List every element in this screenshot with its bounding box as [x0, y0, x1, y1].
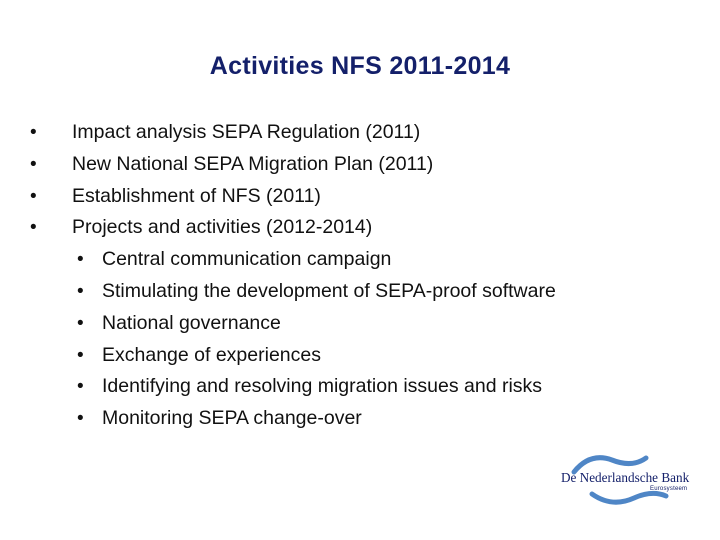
- bullet-marker: •: [30, 153, 37, 175]
- bullet-marker: •: [77, 312, 84, 334]
- bullet-text: Establishment of NFS (2011): [72, 184, 321, 207]
- bullet-text: Projects and activities (2012-2014): [72, 216, 373, 239]
- bullet-marker: •: [77, 408, 84, 430]
- bullet-marker: •: [30, 185, 37, 207]
- bullet-marker: •: [30, 217, 37, 239]
- bullet-text: Central communication campaign: [102, 248, 392, 271]
- bullet-text: Monitoring SEPA change-over: [102, 407, 362, 430]
- slide-title: Activities NFS 2011-2014: [209, 52, 511, 80]
- bullet-text: Exchange of experiences: [102, 343, 321, 366]
- bullet-text: Stimulating the development of SEPA-proof software: [102, 279, 556, 302]
- bullet-marker: •: [77, 344, 84, 366]
- bullet-marker: •: [77, 249, 84, 271]
- bullet-marker: •: [30, 122, 37, 143]
- bullet-marker: •: [77, 376, 84, 398]
- bullet-marker: •: [77, 280, 84, 302]
- logo-tagline: Eurosysteem: [650, 486, 688, 492]
- dnb-logo: [552, 452, 690, 506]
- bullet-text: New National SEPA Migration Plan (2011): [72, 152, 434, 175]
- bullet-text: National governance: [102, 311, 281, 334]
- bullet-text: Identifying and resolving migration issues and risks: [102, 375, 543, 398]
- bullet-text: Impact analysis SEPA Regulation (2011): [72, 121, 421, 143]
- logo-name: De Nederlandsche Bank: [561, 470, 690, 485]
